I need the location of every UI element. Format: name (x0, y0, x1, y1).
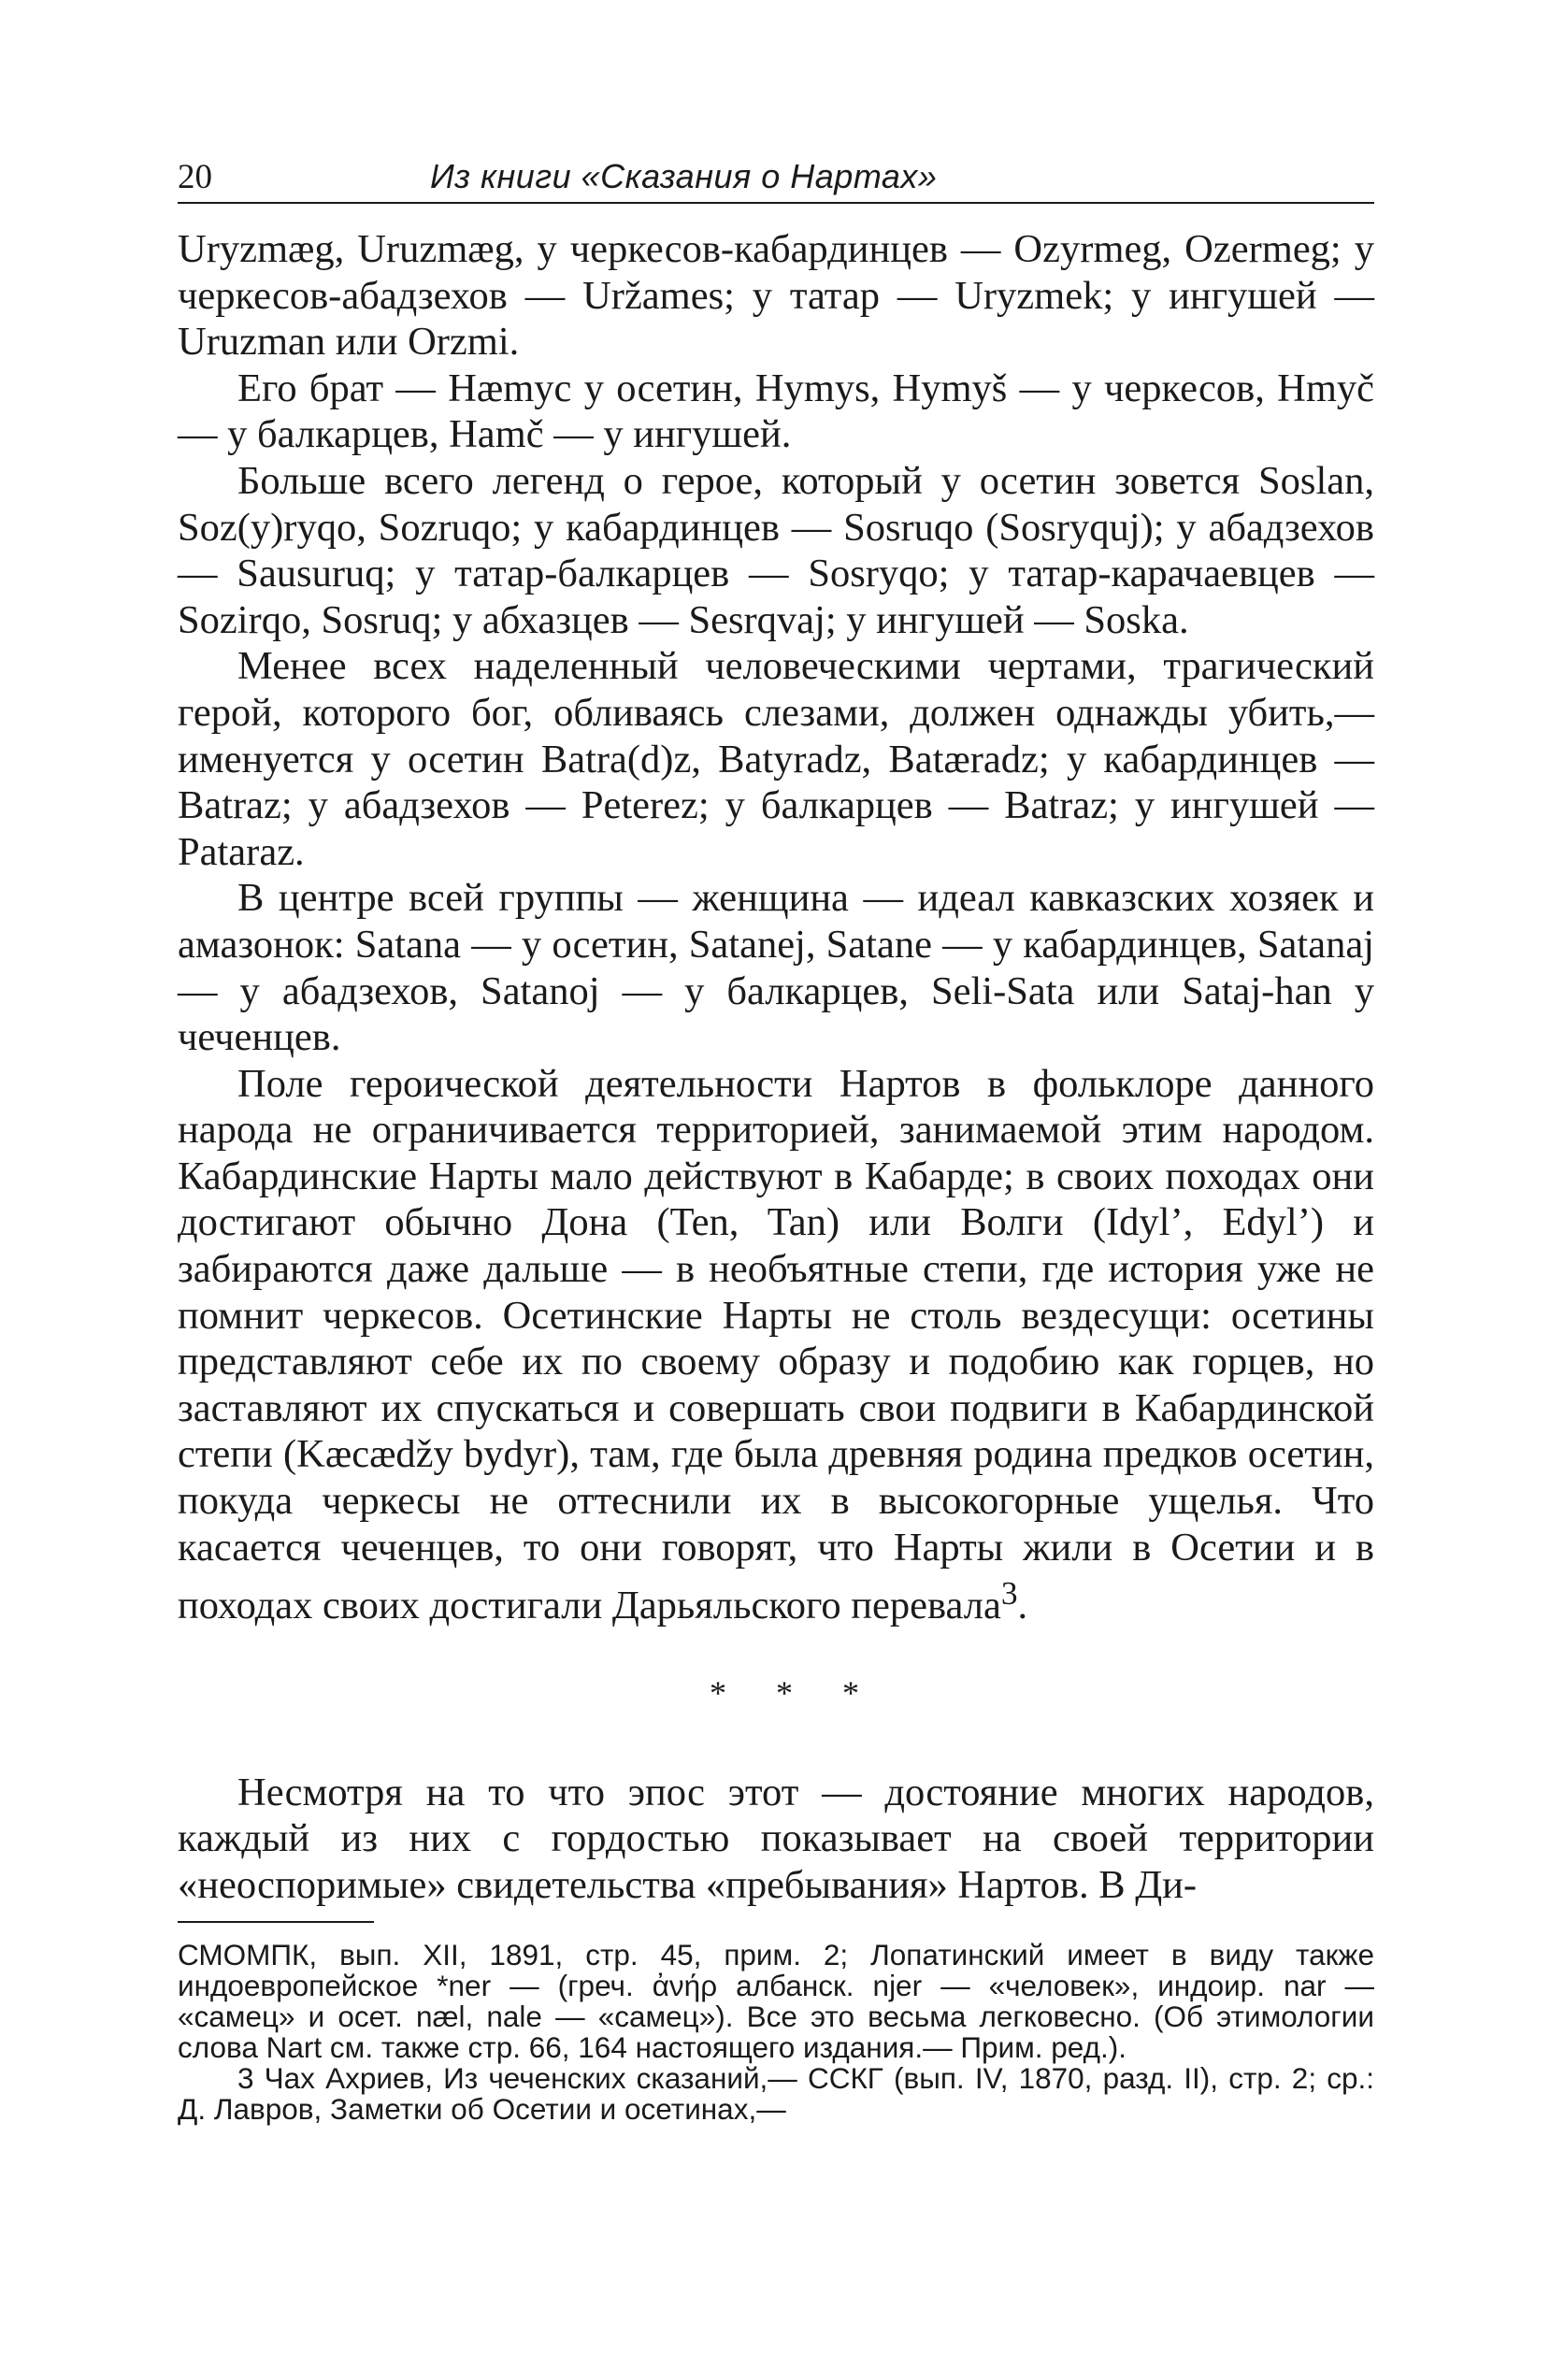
paragraph-epos: Несмотря на то что эпос этот — достояние многих народов, каждый из них с гордостью показывает на своей территории «неоспоримые» свидетельства «пребывания» Нартов. В Ди- (178, 1770, 1374, 1907)
page-number: 20 (178, 158, 212, 196)
footnote-continued: СМОМПК, вып. XII, 1891, стр. 45, прим. 2; Лопатинский имеет в виду также индоевропейское *ner — (греч. ἀνήρ албанск. njer — «человек», индоир. nar — «самец» и осет. næl, nale — «самец»). Все это весьма легковесно. (Об этимологии слова Nart см. также стр. 66, 164 настоящего издания.— Прим. ред.). (178, 1938, 1374, 2065)
running-header (178, 150, 1374, 204)
paragraph-satana: В центре всей группы — женщина — идеал кавказских хозяек и амазонок: Satana — у осетин, Satanej, Satane — у кабардинцев, Satanaj — у абадзехов, Satanoj — у балкарцев, Seli-Sata или Sataj-han у чеченцев. (178, 876, 1374, 1060)
paragraph-batradz: Менее всех наделенный человеческими чертами, трагический герой, которого бог, обливаясь слезами, должен однажды убить,— именуется у осетин Batra(d)z, Batyradz, Batæradz; у кабардинцев — Batraz; у абадзехов — Peterez; у балкарцев — Batraz; у ингушей — Pataraz. (178, 644, 1374, 874)
paragraph-uryzmaeg: Uryzmæg, Uruzmæg, у черкесов-кабардинцев — Ozyrmeg, Ozermeg; у черкесов-абадзехов — Uržames; у татар — Uryzmek; у ингушей — Uruzman или Orzmi. (178, 227, 1374, 365)
book-page (178, 150, 1374, 2125)
paragraph-soslan: Больше всего легенд о герое, который у осетин зовется Soslan, Soz(y)ryqo, Sozruqo; у кабардинцев — Sosruqo (Sosryquj); у абадзехов — Sausuruq; у татар-балкарцев — Sosryqo; у татар-карачаевцев — Sozirqo, Sosruq; у абхазцев — Sesrqvaj; у ингушей — Soska. (178, 458, 1374, 642)
section-separator: * * * (710, 1673, 880, 1712)
paragraph-field-text: Поле героической деятельности Нартов в фольклоре данного народа не ограничивается территорией, занимаемой этим народом. Кабардинские Нарты мало действуют в Кабарде; в своих походах они достигают обычно Дона (Ten, Tan) или Волги (Idyl’, Edyl’) и забираются даже дальше — в необъятные степи, где история уже не помнит черкесов. Осетинские Нарты не столь вездесущи: осетины представляют себе их по своему образу и подобию как горцев, но заставляют их спускаться и совершать свои подвиги в Кабардинской степи (Kæcædžy bydyr), там, где была древняя родина предков осетин, покуда черкесы не оттеснили их в высокогорные ущелья. Что касается чеченцев, то они говорят, что Нарты жили в Осетии и в походах своих достигали Дарьяльского перевала (178, 1061, 1374, 1628)
running-title: Из книги «Сказания о Нартах» (430, 157, 938, 195)
footnote-reference: 3 (1000, 1574, 1018, 1613)
footnotes (178, 1940, 1374, 2125)
footnote-3: 3 Чах Ахриев, Из чеченских сказаний,— ССКГ (вып. IV, 1870, разд. II), стр. 2; ср.: Д. Лавров, Заметки об Осетии и осетинах,— (178, 2061, 1374, 2127)
main-text (178, 226, 1374, 1908)
footnote-rule (178, 1921, 374, 1923)
paragraph-field-of-activity: Поле героической деятельности Нартов в фольклоре данного народа не ограничивается территорией, занимаемой этим народом. Кабардинские Нарты мало действуют в Кабарде; в своих походах они достигают обычно Дона (Ten, Tan) или Волги (Idyl’, Edyl’) и забираются даже дальше — в необъятные степи, где история уже не помнит черкесов. Осетинские Нарты не столь вездесущи: осетины представляют себе их по своему образу и подобию как горцев, но заставляют их спускаться и совершать свои подвиги в Кабардинской степи (Kæcædžy bydyr), там, где была древняя родина предков осетин, покуда черкесы не оттеснили их в высокогорные ущелья. Что касается чеченцев, то они говорят, что Нарты жили в Осетии и в походах своих достигали Дарьяльского перевала$^3$. (178, 1061, 1374, 1628)
paragraph-hamyc: Его брат — Hæmyc у осетин, Hymys, Hymyš — у черкесов, Hmyč — у балкарцев, Hamč — у ингушей. (178, 366, 1374, 457)
